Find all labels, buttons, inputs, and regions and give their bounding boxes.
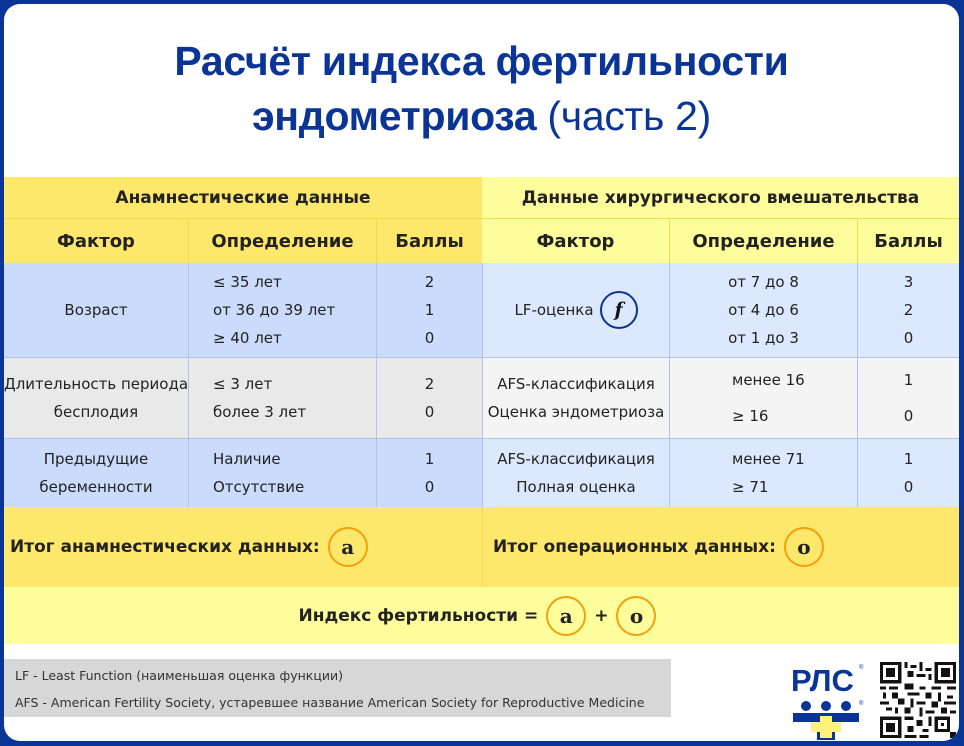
footnote-afs: AFS - American Fertility Society, устаревшее название American Society for Reproductive Medicine bbox=[15, 695, 645, 710]
operative-total-label: Итог операционных данных: bbox=[493, 537, 776, 557]
section-title-anamnestic: Анамнестические данные bbox=[4, 177, 482, 218]
factor-cell: LF-оценка f bbox=[482, 263, 669, 358]
index-label: Индекс фертильности = bbox=[298, 605, 539, 626]
points-cell: 3 2 0 bbox=[857, 263, 959, 358]
col-header-factor-right: Фактор bbox=[482, 219, 669, 263]
table-row bbox=[4, 358, 959, 439]
fertility-index-formula bbox=[4, 587, 959, 644]
factor-cell: Длительность периода бесплодия bbox=[4, 358, 188, 439]
section-title-surgical: Данные хирургического вмешательства bbox=[482, 177, 959, 218]
table-row bbox=[4, 439, 959, 507]
operative-symbol-circle: o bbox=[784, 527, 824, 567]
col-header-points-right: Баллы bbox=[857, 219, 959, 263]
anamnestic-total bbox=[4, 507, 482, 587]
title-bold-part: эндометриоза bbox=[251, 93, 537, 139]
definition-cell: от 7 до 8 от 4 до 6 от 1 до 3 bbox=[669, 263, 857, 358]
factor-cell: Предыдущие беременности bbox=[4, 439, 188, 507]
table-row bbox=[4, 263, 959, 358]
points-cell: 2 1 0 bbox=[376, 263, 482, 358]
points-cell: 1 0 bbox=[857, 439, 959, 507]
infographic-card bbox=[4, 4, 959, 741]
svg-text:®: ® bbox=[859, 701, 864, 707]
index-symbol-o: o bbox=[616, 596, 656, 636]
title-light-part: (часть 2) bbox=[536, 93, 712, 139]
factor-cell: AFS-классификация Оценка эндометриоза bbox=[482, 358, 669, 439]
definition-cell: Наличие Отсутствие bbox=[188, 439, 376, 507]
points-cell: 2 0 bbox=[376, 358, 482, 439]
rls-logo-icon bbox=[789, 661, 867, 741]
anamnestic-total-label: Итог анамнестических данных: bbox=[10, 537, 320, 557]
definition-cell: ≤ 35 лет от 36 до 39 лет ≥ 40 лет bbox=[188, 263, 376, 358]
footnotes bbox=[4, 659, 671, 717]
plus-sign: + bbox=[594, 605, 609, 626]
qr-code-icon[interactable] bbox=[879, 662, 957, 738]
definition-cell: менее 16 ≥ 16 bbox=[669, 358, 857, 439]
definition-cell: ≤ 3 лет более 3 лет bbox=[188, 358, 376, 439]
title-line-2 bbox=[4, 89, 959, 144]
page-title bbox=[4, 34, 959, 144]
function-icon: f bbox=[600, 291, 638, 329]
svg-text:РЛС: РЛС bbox=[791, 663, 854, 698]
title-line-1: Расчёт индекса фертильности bbox=[174, 38, 789, 84]
col-header-factor-left: Фактор bbox=[4, 219, 188, 263]
points-cell: 1 0 bbox=[857, 358, 959, 439]
col-header-definition-left: Определение bbox=[188, 219, 376, 263]
points-cell: 1 0 bbox=[376, 439, 482, 507]
svg-text:®: ® bbox=[859, 665, 864, 671]
anamnestic-symbol-circle: a bbox=[328, 527, 368, 567]
footnote-lf: LF - Least Function (наименьшая оценка функции) bbox=[15, 668, 343, 683]
factor-cell: AFS-классификация Полная оценка bbox=[482, 439, 669, 507]
col-header-definition-right: Определение bbox=[669, 219, 857, 263]
factor-cell: Возраст bbox=[4, 263, 188, 358]
col-header-points-left: Баллы bbox=[376, 219, 482, 263]
section-header-row bbox=[4, 177, 959, 218]
definition-cell: менее 71 ≥ 71 bbox=[669, 439, 857, 507]
column-header-row bbox=[4, 218, 959, 263]
index-symbol-a: a bbox=[546, 596, 586, 636]
operative-total bbox=[482, 507, 959, 587]
